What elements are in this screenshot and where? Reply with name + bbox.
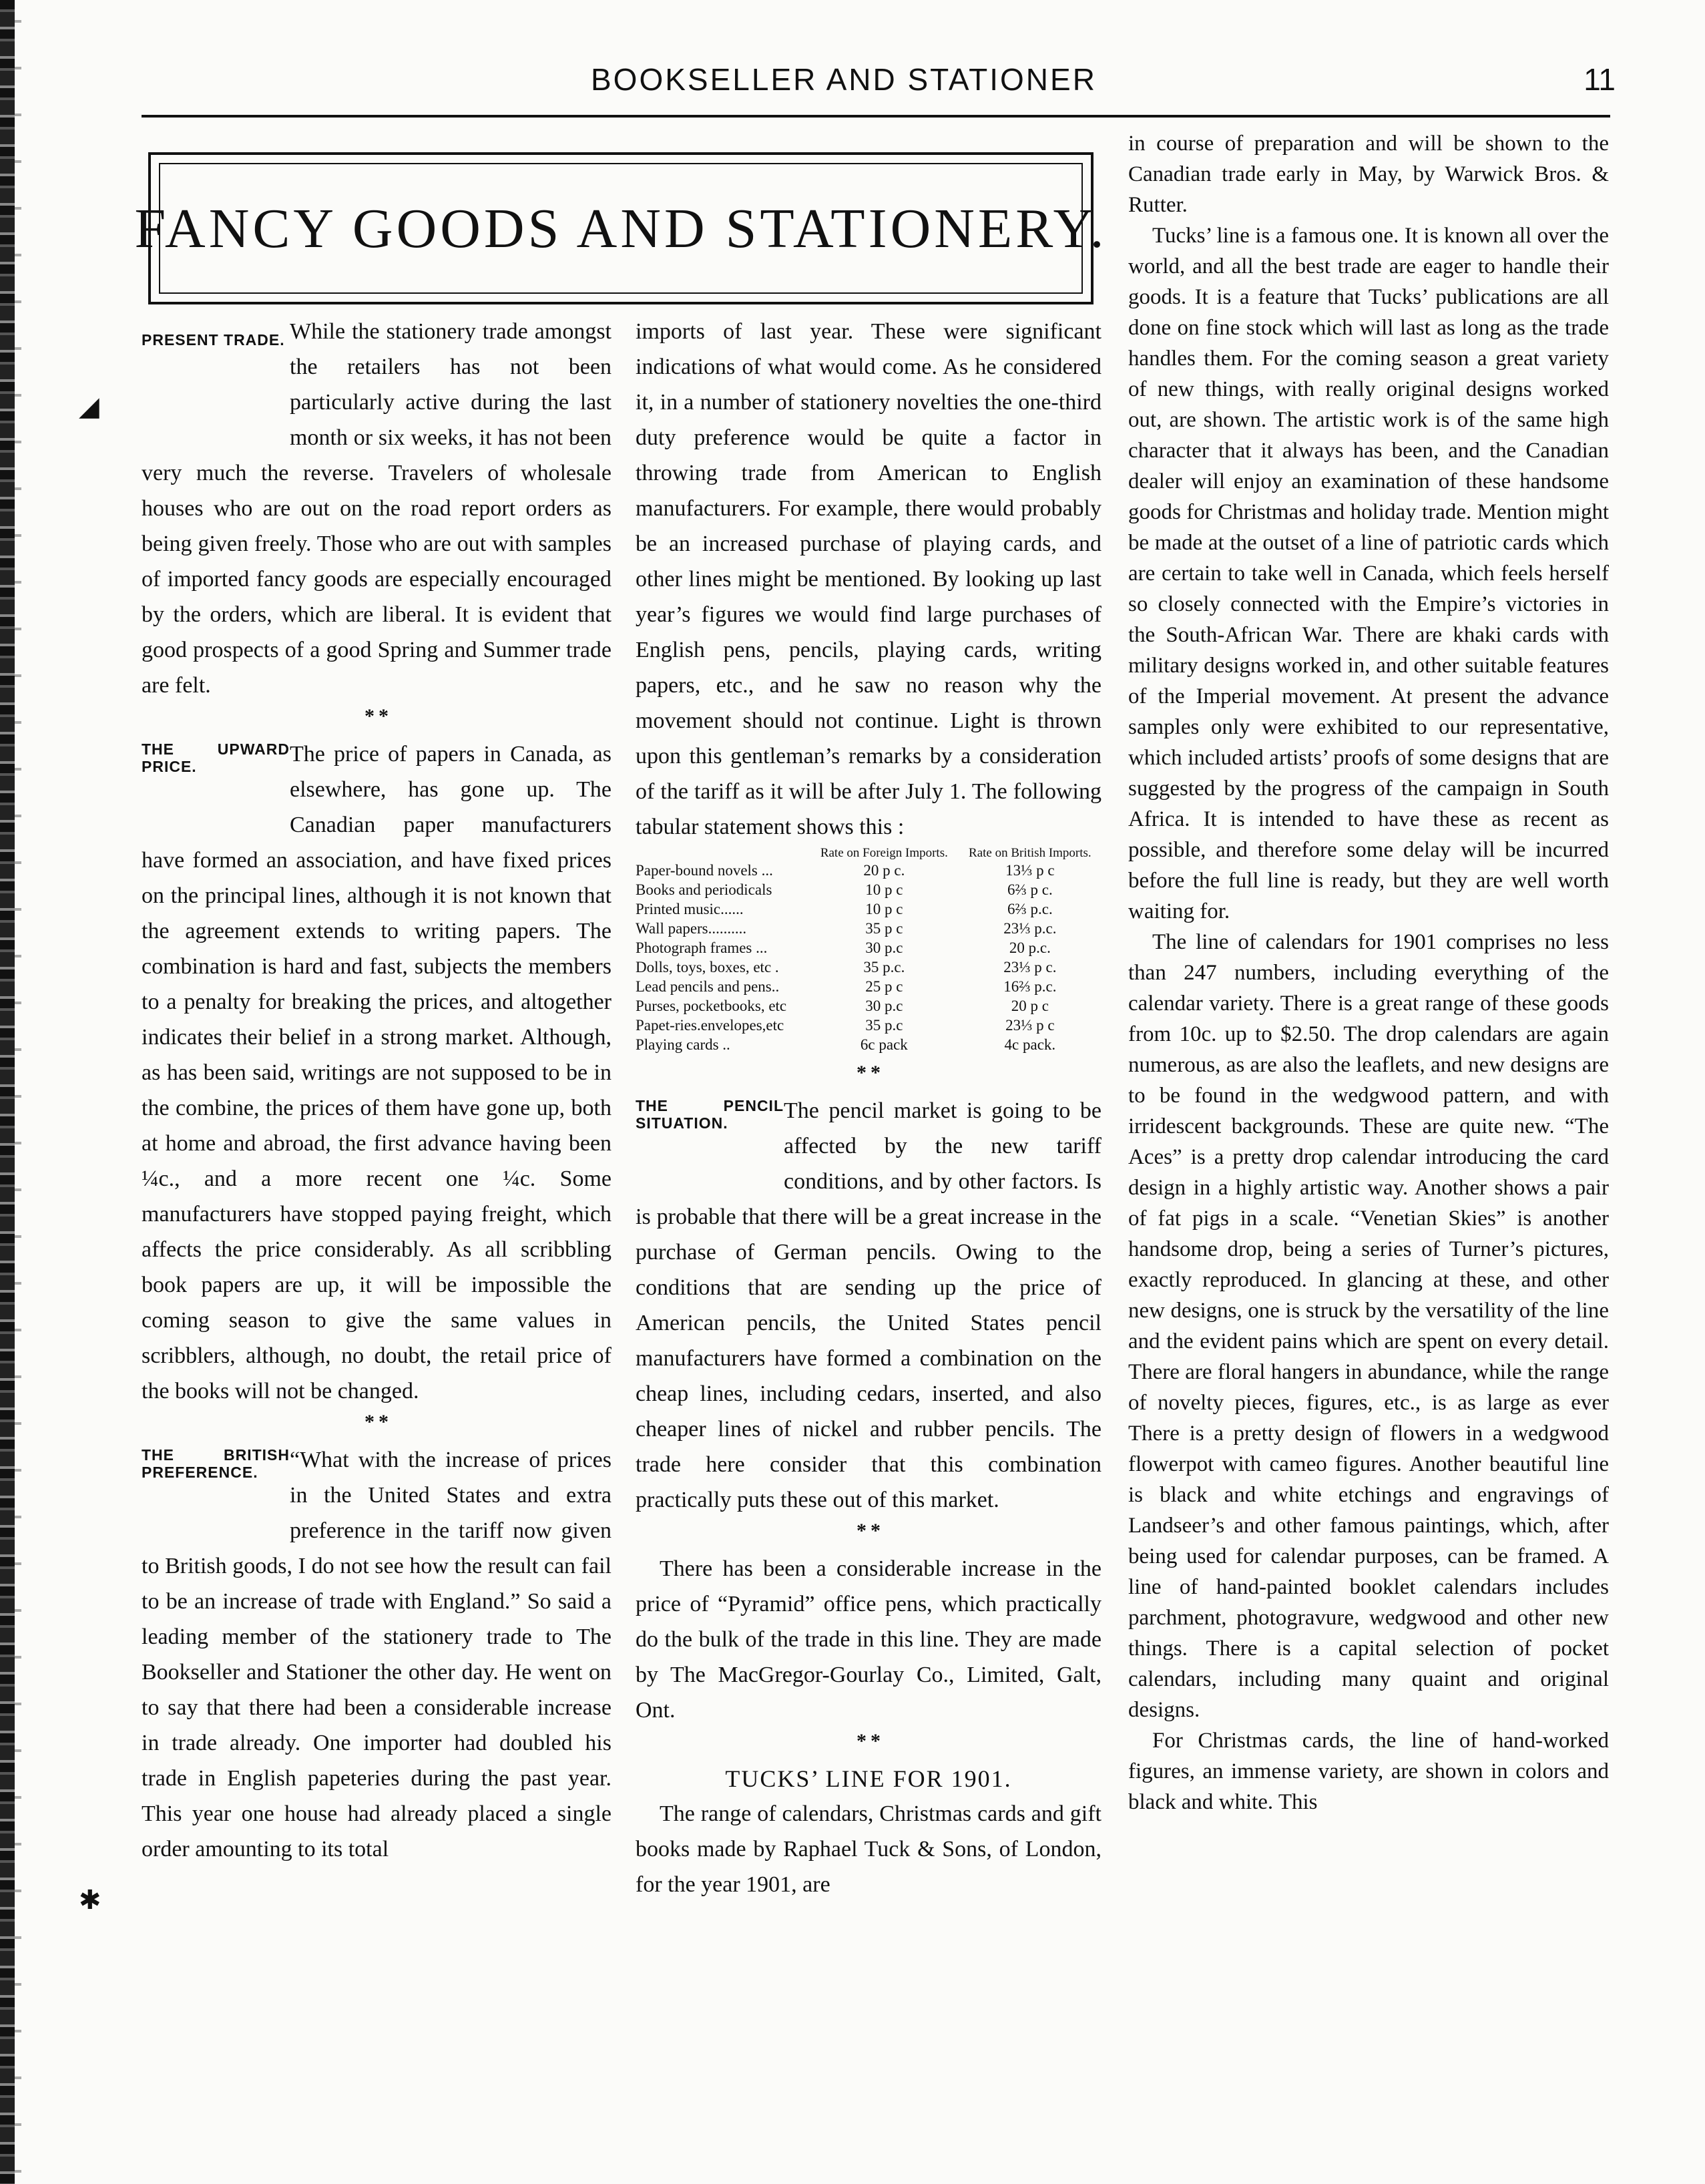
paragraph-pencil-situation: The pencil market is going to be affected by the new tariff conditions, and by other factors. Is is probable that there will be a great increase in the purchase of German pencils. Owing to the conditions that are sending up the price of American pencils, the United States pencil manufacturers have formed a combination on the cheap lines, including cedars, inserted, and also cheaper lines of nickel and rubber pencils. The trade here consider that this combination practically puts these out of this market. — [636, 1098, 1102, 1512]
table-cell-foreign-rate: 35 p c — [865, 920, 903, 937]
table-row — [636, 861, 1102, 880]
paragraph-continuation: imports of last year. These were significant indications of what would come. As he considered it, in a number of stationery novelties the one-third duty preference would be quite a factor in throwing trade from American to English manufacturers. For example, there would probably be an increased purchase of playing cards, and other lines might be mentioned. By looking up last year’s figures we would find large purchases of English pens, pencils, playing cards, writing papers, etc., and he saw no reason why the movement should not continue. Light is thrown upon this gentleman’s remarks by a consideration of the tariff as it will be after July 1. The following tabular statement shows this : — [636, 319, 1102, 839]
table-cell-british-rate: 23⅓ p c — [1005, 1017, 1055, 1034]
sidenote-british-preference: THE BRITISH PREFERENCE. — [142, 1446, 290, 1481]
paragraph-tucks-intro: The range of calendars, Christmas cards and gift books made by Raphael Tuck & Sons, of London, for the year 1901, are — [636, 1801, 1102, 1897]
table-cell-item: Wall papers.......... — [636, 920, 747, 937]
ornament-divider: * * — [856, 1062, 881, 1084]
table-cell-foreign-rate: 10 p c — [865, 881, 903, 898]
ornament-divider: * * — [856, 1730, 881, 1752]
paragraph-tucks-continuation: in course of preparation and will be shown to the Canadian trade early in May, by Warwick Bros. & Rutter. — [1128, 132, 1609, 217]
paragraph-upward-price: The price of papers in Canada, as elsewhere, has gone up. The Canadian paper manufacturers have formed an association, and have fixed prices on the principal lines, although it is not known that the agreement extends to writing papers. The combination is hard and fast, subjects the members to a penalty for breaking the prices, and altogether indicates their belief in a strong market. Although, as has been said, writings are not supposed to be in the combine, the prices of them have gone up, both at home and abroad, the first advance having been ¼c., and a more recent one ¼c. Some manufacturers have stopped paying freight, which affects the price considerably. As all scribbling book papers are up, it will be impossible the coming season to give the same values in scribblers, although, no doubt, the retail price of the books will not be changed. — [142, 742, 612, 1403]
table-cell-item: Printed music...... — [636, 901, 744, 917]
table-header-cell: Rate on Foreign Imports. — [820, 846, 948, 860]
table-cell-foreign-rate: 20 p c. — [863, 862, 905, 879]
ornament-divider: * * — [364, 1411, 389, 1433]
ink-mark: ✱ — [79, 1885, 101, 1915]
table-body — [636, 861, 1102, 1054]
table-cell-item: Playing cards .. — [636, 1036, 730, 1053]
table-header-cell — [636, 846, 810, 861]
table-cell-british-rate: 6⅔ p.c. — [1007, 901, 1053, 917]
sidenote-present-trade: PRESENT TRADE. — [142, 331, 285, 349]
tariff-rate-table — [636, 846, 1102, 1054]
paragraph-tucks-famous: Tucks’ line is a famous one. It is known all over the world, and all the best trade are eager to handle their goods. It is a feature that Tucks’ publications are all done on fine stock which will last as long as the trade handles them. For the coming season a great variety of new things, with really original designs worked out, are shown. The artistic work is of the same high character that it always has been, and the Canadian dealer will enjoy an examination of these handsome goods for Christmas and holiday trade. Mention might be made at the outset of a line of patriotic cards which are certain to take well in Canada, which feels herself so closely connected with the Empire’s victories in the South-African War. There are khaki cards with military designs worked in, and other suitable features of the Imperial movement. At present the advance samples only were exhibited to our representative, which included artists’ proofs of some designs that are suggested by the progress of the campaign in South Africa. It is intended to have these as recent as possible, and therefore some delay will be incurred before the full line is ready, but they are well worth waiting for. — [1128, 224, 1609, 923]
table-row — [636, 899, 1102, 919]
paragraph-pyramid-pens: There has been a considerable increase in the price of “Pyramid” office pens, which practically do the bulk of the trade in this line. They are made by The MacGregor-Gourlay Co., Limited, Galt, Ont. — [636, 1556, 1102, 1723]
table-cell-british-rate: 6⅔ p c. — [1007, 881, 1053, 898]
table-header-cell: Rate on British Imports. — [969, 846, 1091, 860]
table-cell-british-rate: 23⅓ p.c. — [1003, 920, 1057, 937]
table-cell-british-rate: 20 p c — [1011, 998, 1049, 1014]
binding-shadow — [15, 0, 21, 2184]
table-cell-item: Purses, pocketbooks, etc — [636, 998, 787, 1014]
paragraph-christmas-cards: For Christmas cards, the line of hand-worked figures, an immense variety, are shown in colors and black and white. This — [1128, 1729, 1609, 1814]
column-3 — [1128, 128, 1609, 1817]
table-row — [636, 880, 1102, 899]
table-cell-foreign-rate: 30 p.c — [865, 998, 903, 1014]
table-cell-british-rate: 4c pack. — [1004, 1036, 1056, 1053]
subheading-tucks-line: TUCKS’ LINE FOR 1901. — [725, 1765, 1012, 1792]
table-cell-british-rate: 20 p.c. — [1009, 939, 1051, 956]
ornament-divider: * * — [856, 1520, 881, 1542]
table-cell-item: Papet-ries.envelopes,etc — [636, 1017, 784, 1034]
sidenote-upward-price: THE UPWARD PRICE. — [142, 740, 290, 775]
page-number: 11 — [1584, 62, 1616, 97]
table-cell-british-rate: 23⅓ p c. — [1003, 959, 1057, 975]
table-cell-item: Lead pencils and pens.. — [636, 978, 780, 995]
binding-edge — [0, 0, 15, 2184]
table-cell-foreign-rate: 30 p.c — [865, 939, 903, 956]
table-cell-item: Photograph frames ... — [636, 939, 768, 956]
table-cell-british-rate: 13⅓ p c — [1005, 862, 1055, 879]
table-row — [636, 1035, 1102, 1054]
table-header-row — [636, 846, 1102, 861]
section-title-box — [134, 152, 1108, 304]
paragraph-calendars: The line of calendars for 1901 comprises no less than 247 numbers, including everything of the calendar variety. There is a great range of these goods from 10c. up to $2.50. The drop calendars are again numerous, as are also the leaflets, and new designs are to be found in the wedgwood pattern, and with irridescent backgrounds. These are quite new. “The Aces” is a pretty drop calendar introducing the card design in a highly artistic way. Another shows a pair of fat pigs in a scale. “Venetian Skies” is another handsome drop, being a series of Turner’s pictures, exactly reproduced. In glancing at these, and other new designs, one is struck by the versatility of the line and the evident pains which are spent on every detail. There are floral hangers in abundance, while the range of novelty pieces, figures, etc., is as large as ever There is a pretty design of flowers in a wedgwood flowerpot with cameo figures. Another beautiful line is black and white etchings and engravings of Landseer’s and other famous paintings, which, after being used for calendar purposes, can be framed. A line of hand-painted booklet calendars includes parchment, photogravure, wedgwood and other new things. There is a capital selection of pocket calendars, including many quaint and original designs. — [1128, 930, 1609, 1722]
ornament-divider: * * — [364, 705, 389, 727]
table-cell-item: Books and periodicals — [636, 881, 772, 898]
table-row — [636, 938, 1102, 957]
table-cell-item: Dolls, toys, boxes, etc . — [636, 959, 779, 975]
table-cell-foreign-rate: 35 p.c. — [863, 959, 905, 975]
publication-title: BOOKSELLER AND STATIONER — [591, 62, 1097, 97]
table-cell-item: Paper-bound novels ... — [636, 862, 773, 879]
section-title: FANCY GOODS AND STATIONERY. — [134, 197, 1108, 260]
table-cell-foreign-rate: 35 p.c — [865, 1017, 903, 1034]
table-cell-foreign-rate: 6c pack — [860, 1036, 908, 1053]
table-cell-british-rate: 16⅔ p.c. — [1003, 978, 1057, 995]
table-row — [636, 996, 1102, 1016]
sidenote-pencil-situation: THE PENCIL SITUATION. — [636, 1097, 784, 1132]
table-row — [636, 919, 1102, 938]
column-2 — [636, 314, 1102, 1902]
paragraph-present-trade: While the stationery trade amongst the retailers has not been particularly active during the last month or six weeks, it has not been very much the reverse. Travelers of wholesale houses who are out on the road report orders as being given freely. Those who are out with samples of imported fancy goods are especially encouraged by the orders, which are liberal. It is evident that good prospects of a good Spring and Summer trade are felt. — [142, 319, 612, 698]
column-1 — [142, 314, 612, 1867]
header-rule — [142, 115, 1610, 118]
ink-mark: ◢ — [79, 391, 99, 421]
paragraph-british-preference: “What with the increase of prices in the United States and extra preference in the tariff now given to British goods, I do not see how the result can fail to be an increase of trade with England.” So said a leading member of the stationery trade to The Bookseller and Stationer the other day. He went on to say that there had been a considerable increase in trade already. One importer had doubled his trade in English papeteries during the past year. This year one house had already placed a single order amounting to its total — [142, 1448, 612, 1862]
running-header — [140, 61, 1616, 101]
section-title-inner-border — [134, 163, 1108, 294]
table-row — [636, 1016, 1102, 1035]
table-row — [636, 957, 1102, 977]
table-cell-foreign-rate: 25 p c — [865, 978, 903, 995]
table-row — [636, 977, 1102, 996]
table-cell-foreign-rate: 10 p c — [865, 901, 903, 917]
